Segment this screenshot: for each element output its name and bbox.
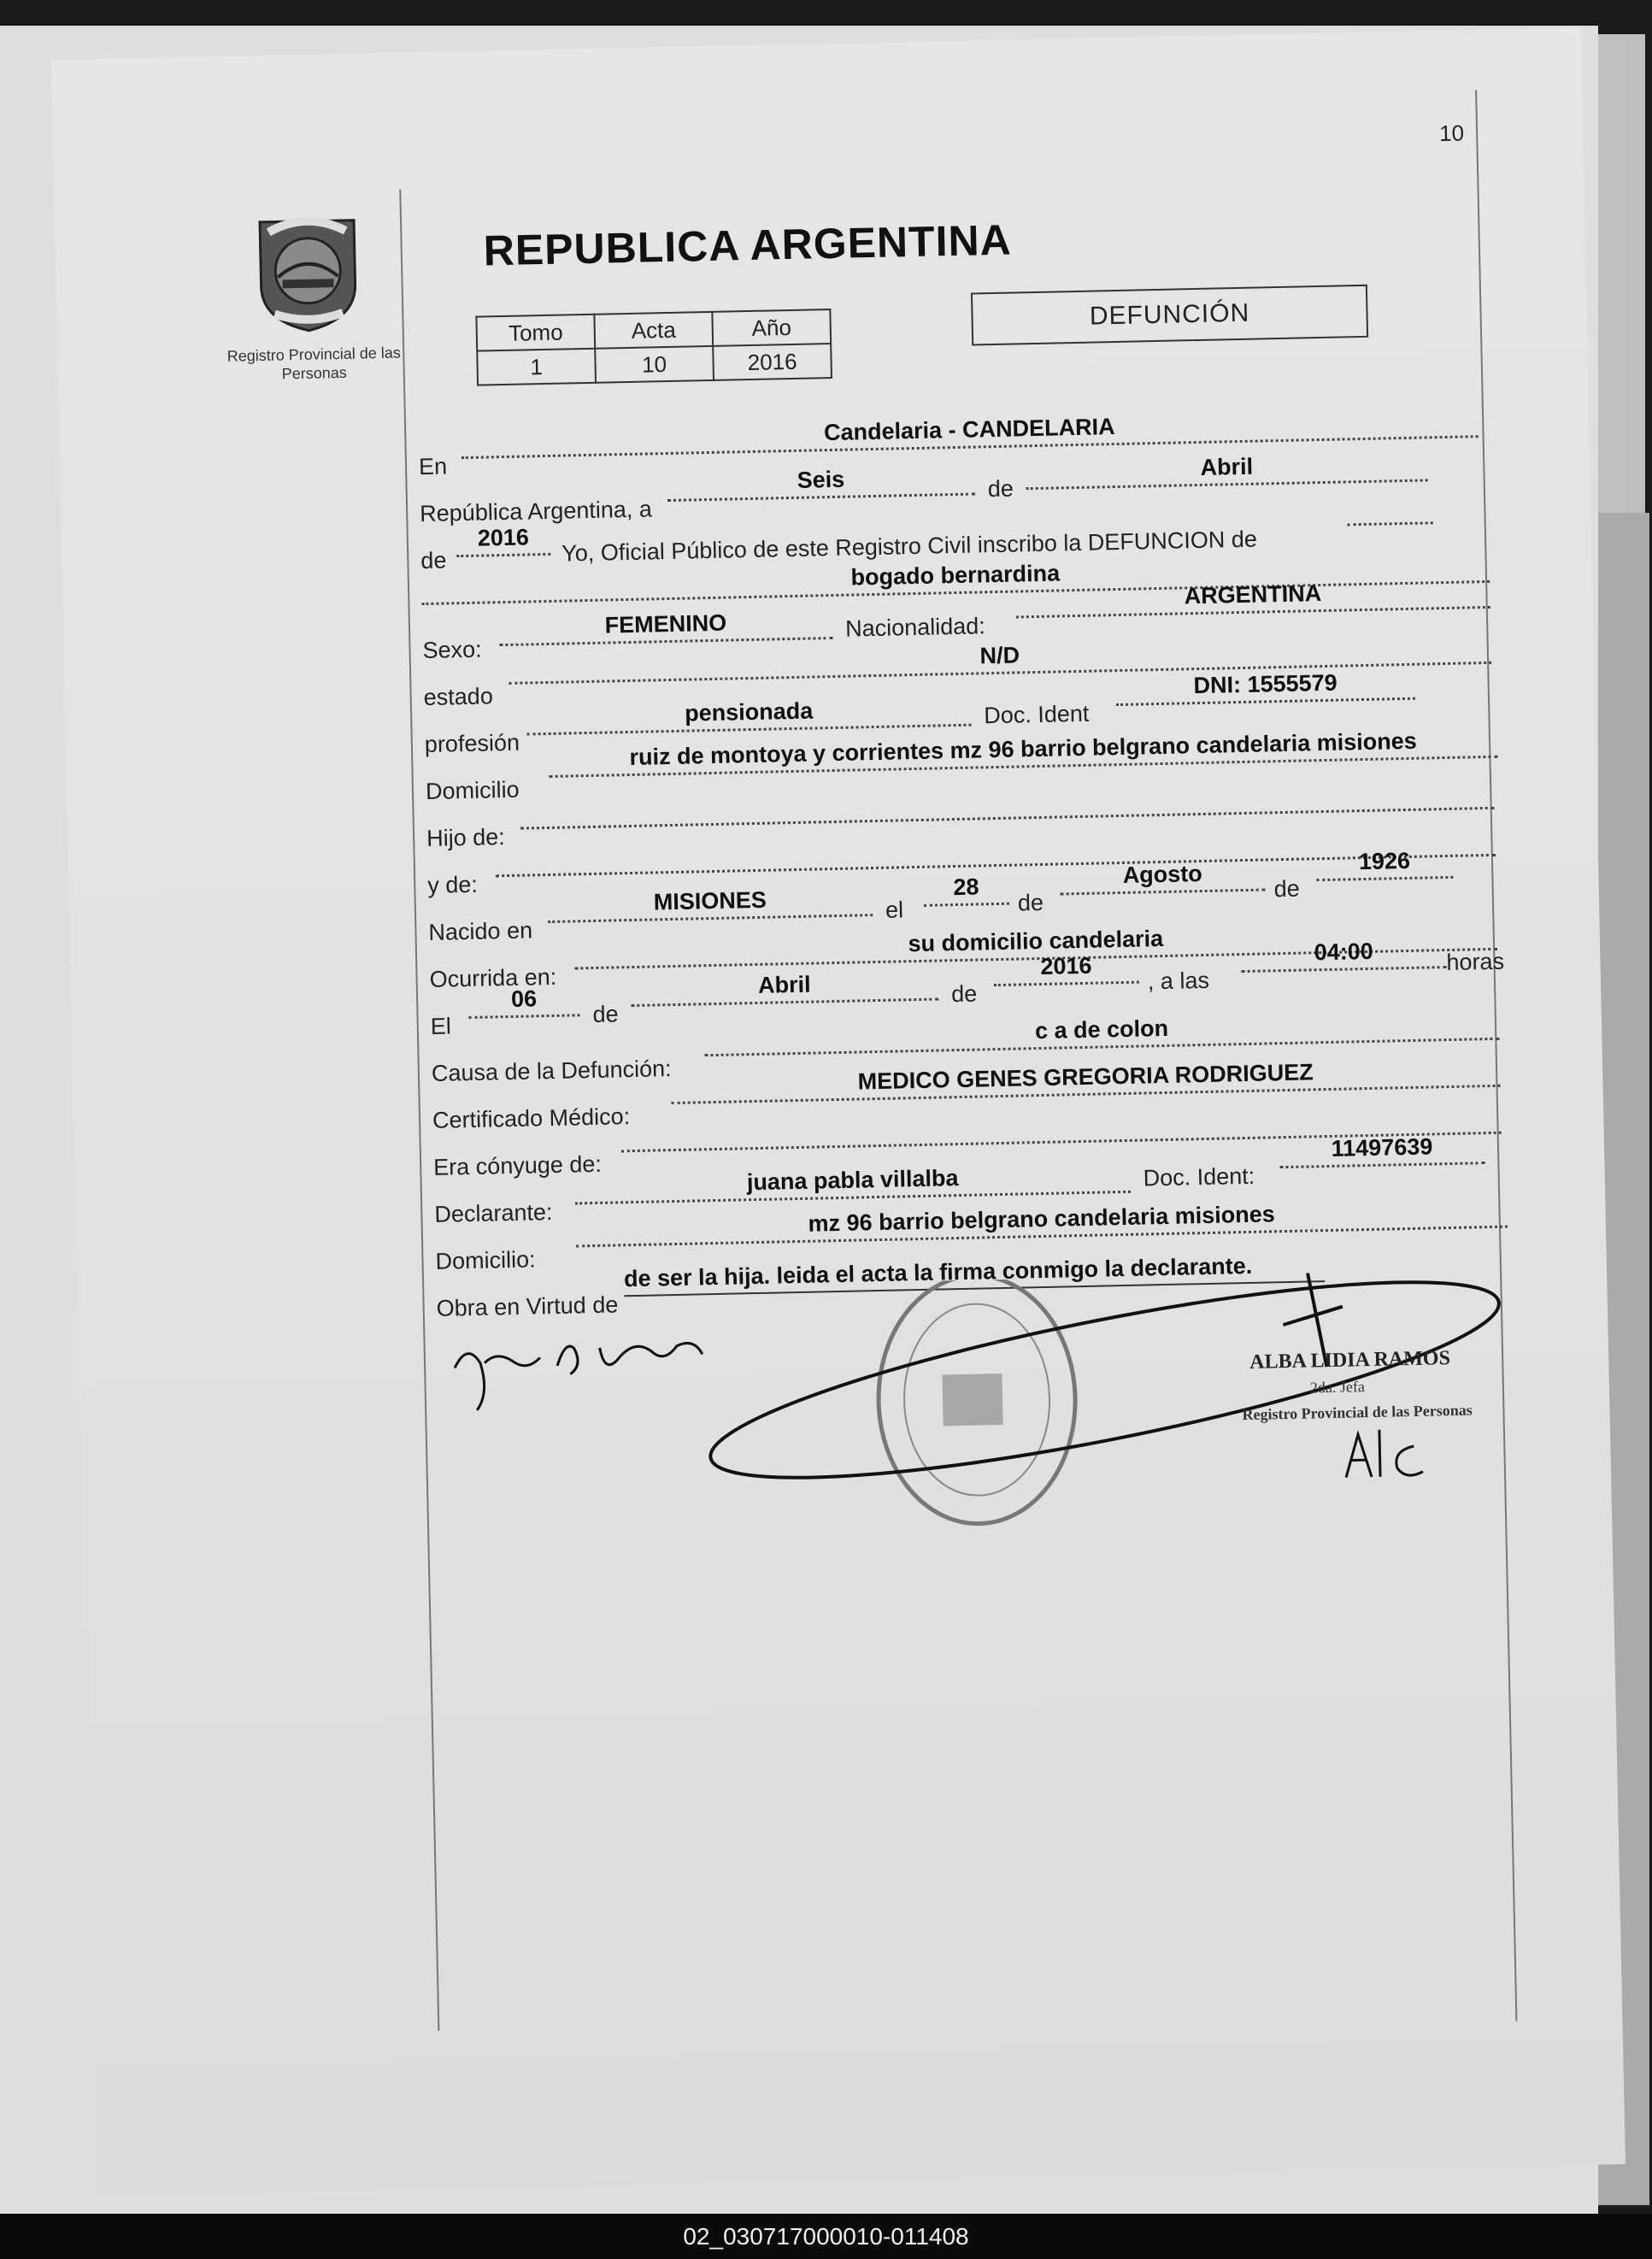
field-declarante-domicilio: mz 96 barrio belgrano candelaria misiones [575, 1197, 1508, 1248]
label-conyuge: Era cónyuge de: [432, 1150, 603, 1180]
label-hijo-de: Hijo de: [426, 824, 506, 851]
official-round-stamp [876, 1274, 1078, 1526]
label-el-cap: El [430, 1013, 452, 1039]
tomo-value: 1 [477, 349, 596, 385]
label-horas: horas [1446, 948, 1505, 976]
record-meta-table [475, 309, 832, 386]
page-number: 10 [1438, 120, 1465, 147]
field-blank-continuation [1347, 492, 1433, 526]
field-declarante-doc: 11497639 [1279, 1132, 1485, 1168]
officer-signature [697, 1268, 1514, 1517]
field-estado: N/D [509, 632, 1492, 685]
table-row [477, 344, 832, 385]
label-de3: de [950, 980, 978, 1008]
field-anio: 2016 [456, 524, 551, 557]
field-fallec-anio: 2016 [993, 952, 1139, 987]
label-domicilio: Domicilio [425, 776, 520, 805]
field-nacionalidad: ARGENTINA [1015, 577, 1490, 619]
field-nombre: bogado bernardina [421, 551, 1490, 605]
stamp-line: 2da. Jefa [1309, 1378, 1366, 1397]
acta-value: 10 [595, 346, 714, 383]
label-profesion: profesión [424, 729, 520, 758]
field-nacido-dia: 28 [923, 874, 1009, 907]
field-fallec-mes: Abril [631, 969, 939, 1008]
label-de-anio: de [1273, 875, 1300, 903]
label-causa: Causa de la Defunción: [431, 1056, 672, 1086]
field-nacido-anio: 1926 [1316, 847, 1454, 881]
page-title: REPUBLICA ARGENTINA [483, 215, 1013, 275]
declarante-signature [455, 1343, 703, 1410]
field-fallec-hora: 04:00 [1241, 937, 1447, 973]
label-nacionalidad: Nacionalidad: [844, 613, 986, 642]
document-type-box: DEFUNCIÓN [971, 285, 1368, 346]
death-certificate-page [51, 28, 1626, 2197]
label-de2: de [592, 1001, 619, 1027]
scan-footer-code: 02_030717000010-011408 [0, 2214, 1652, 2259]
label-estado: estado [423, 683, 494, 711]
label-de-mes: de [1017, 889, 1044, 916]
initials-handwritten [1345, 1429, 1423, 1478]
field-sexo: FEMENINO [499, 608, 833, 646]
field-domicilio: ruiz de montoya y corrientes mz 96 barrio belgrano candelaria misiones [549, 727, 1498, 778]
label-certificado: Certificado Médico: [432, 1103, 631, 1133]
header-cell: Acta [594, 312, 713, 349]
label-de: de [987, 475, 1014, 503]
field-mes: Abril [1026, 450, 1428, 490]
field-dia-texto: Seis [667, 463, 975, 502]
label-inscribo: Yo, Oficial Público de este Registro Civil inscribo la DEFUNCION de [561, 526, 1258, 567]
field-lugar: Candelaria - CANDELARIA [461, 406, 1479, 459]
field-nacido-mes: Agosto [1060, 859, 1266, 895]
header-cell: Año [712, 309, 831, 346]
label-de-year: de [420, 547, 447, 574]
label-domicilio2: Domicilio: [435, 1246, 536, 1274]
field-doc-ident: DNI: 1555579 [1115, 668, 1415, 706]
field-ocurrida-en: su domicilio candelaria [574, 919, 1498, 970]
header-cell: Tomo [476, 315, 595, 351]
officer-stamp-text [1241, 1347, 1473, 1424]
signatures-area [419, 1268, 1536, 1574]
label-y-de: y de: [427, 871, 479, 898]
label-nacido-en: Nacido en [428, 917, 533, 945]
label-republica: República Argentina, a [419, 496, 653, 527]
registry-name: Registro Provincial de las Personas [226, 344, 402, 383]
field-hijo-de [520, 778, 1495, 830]
field-obra-virtud: de ser la hija. leida el acta la firma conmigo la declarante. [624, 1251, 1326, 1297]
field-causa: c a de colon [704, 1009, 1500, 1056]
stamp-line: ALBA LIDIA RAMOS [1249, 1347, 1451, 1374]
label-sexo: Sexo: [422, 636, 482, 664]
label-declarante: Declarante: [434, 1199, 553, 1227]
label-obra: Obra en Virtud de [436, 1291, 619, 1321]
label-doc-ident: Doc. Ident [983, 700, 1090, 729]
label-en: En [418, 453, 448, 480]
field-declarante: juana pabla villalba [574, 1162, 1131, 1205]
field-nacido-en: MISIONES [548, 885, 873, 923]
label-ocurrida-en: Ocurrida en: [429, 963, 557, 992]
field-certificado: MEDICO GENES GREGORIA RODRIGUEZ [671, 1056, 1501, 1104]
field-fallec-dia: 06 [468, 985, 580, 1019]
label-doc-ident2: Doc. Ident: [1143, 1162, 1255, 1191]
provincial-seal-icon [243, 203, 373, 333]
label-el: el [885, 897, 904, 923]
field-profesion: pensionada [526, 695, 972, 736]
stamp-line: Registro Provincial de las Personas [1242, 1401, 1473, 1424]
anio-value: 2016 [713, 344, 832, 380]
label-a-las: , a las [1147, 967, 1210, 995]
